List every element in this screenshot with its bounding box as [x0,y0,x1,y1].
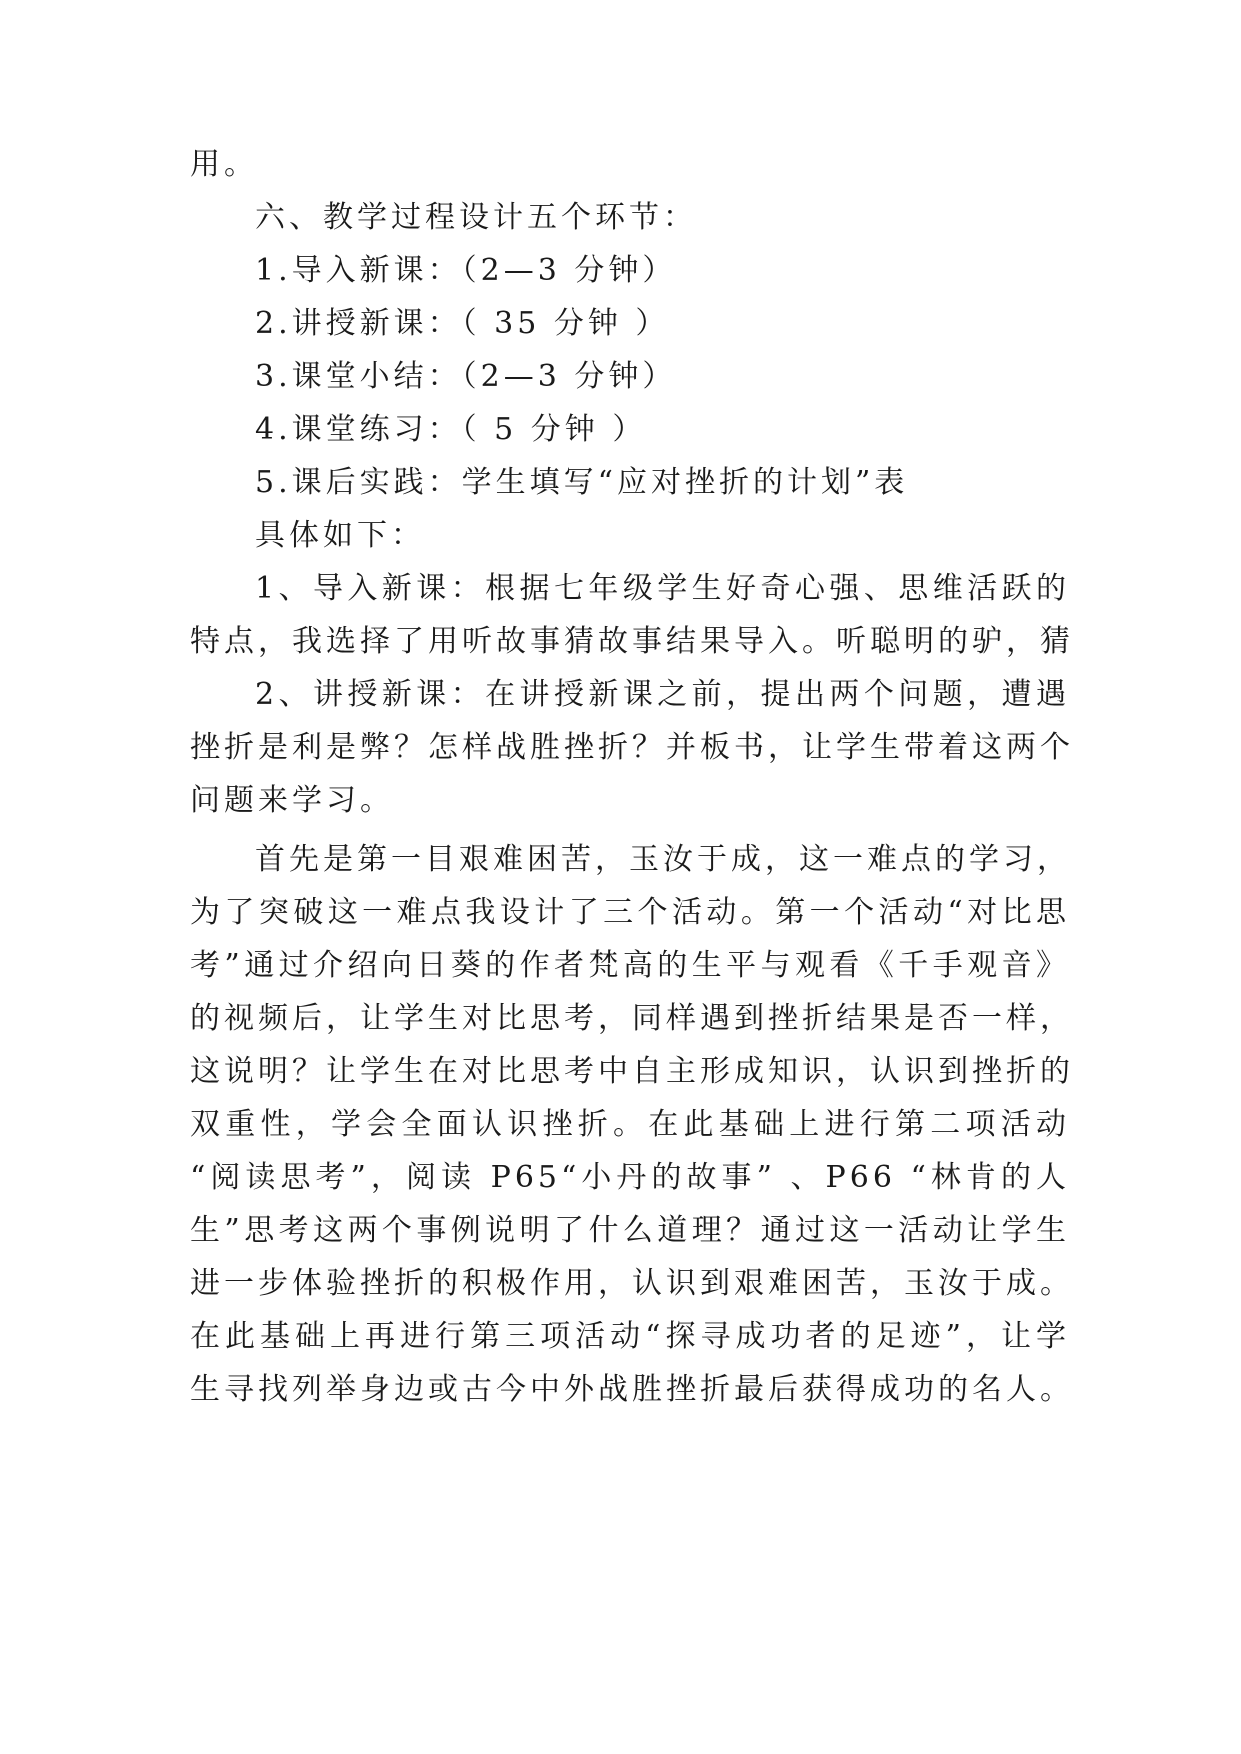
paragraph-line: 1、导入新课：根据七年级学生好奇心强、思维活跃的 [255,571,1070,606]
paragraph-line: 双重性，学会全面认识挫折。在此基础上进行第二项活动 [190,1107,1070,1142]
list-item: 2.讲授新课：（ 35 分钟 ） [255,306,670,341]
paragraph-line: 生寻找列举身边或古今中外战胜挫折最后获得成功的名人。 [190,1372,1074,1407]
paragraph-line: “阅读思考”，阅读 P65“小丹的故事” 、P66 “林肯的人 [190,1160,1070,1195]
paragraph-line: 挫折是利是弊？怎样战胜挫折？并板书，让学生带着这两个 [190,730,1074,765]
paragraph-line: 在此基础上再进行第三项活动“探寻成功者的足迹”，让学 [190,1319,1070,1354]
list-item: 4.课堂练习：（ 5 分钟 ） [255,412,647,447]
list-item: 3.课堂小结：（2—3 分钟） [255,359,677,394]
section-heading: 六、教学过程设计五个环节： [255,200,697,235]
paragraph-line: 考”通过介绍向日葵的作者梵高的生平与观看《千手观音》 [190,948,1070,983]
paragraph-line: 首先是第一目艰难困苦，玉汝于成，这一难点的学习， [255,842,1071,877]
text-line: 用。 [190,147,258,182]
paragraph-line: 2、讲授新课：在讲授新课之前，提出两个问题，遭遇 [255,677,1070,712]
paragraph-line: 特点，我选择了用听故事猜故事结果导入。听聪明的驴，猜 [190,624,1074,659]
paragraph-line: 进一步体验挫折的积极作用，认识到艰难困苦，玉汝于成。 [190,1266,1074,1301]
paragraph-line: 生”思考这两个事例说明了什么道理？通过这一活动让学生 [190,1213,1070,1248]
paragraph-line: 这说明？让学生在对比思考中自主形成知识，认识到挫折的 [190,1054,1074,1089]
paragraph-line: 问题来学习。 [190,783,394,818]
list-item: 5.课后实践：学生填写“应对挫折的计划”表 [255,465,909,500]
list-item: 1.导入新课：（2—3 分钟） [255,253,677,288]
paragraph-line: 的视频后，让学生对比思考，同样遇到挫折结果是否一样， [190,1001,1074,1036]
text-line: 具体如下： [255,518,425,553]
paragraph-line: 为了突破这一难点我设计了三个活动。第一个活动“对比思 [190,895,1070,930]
